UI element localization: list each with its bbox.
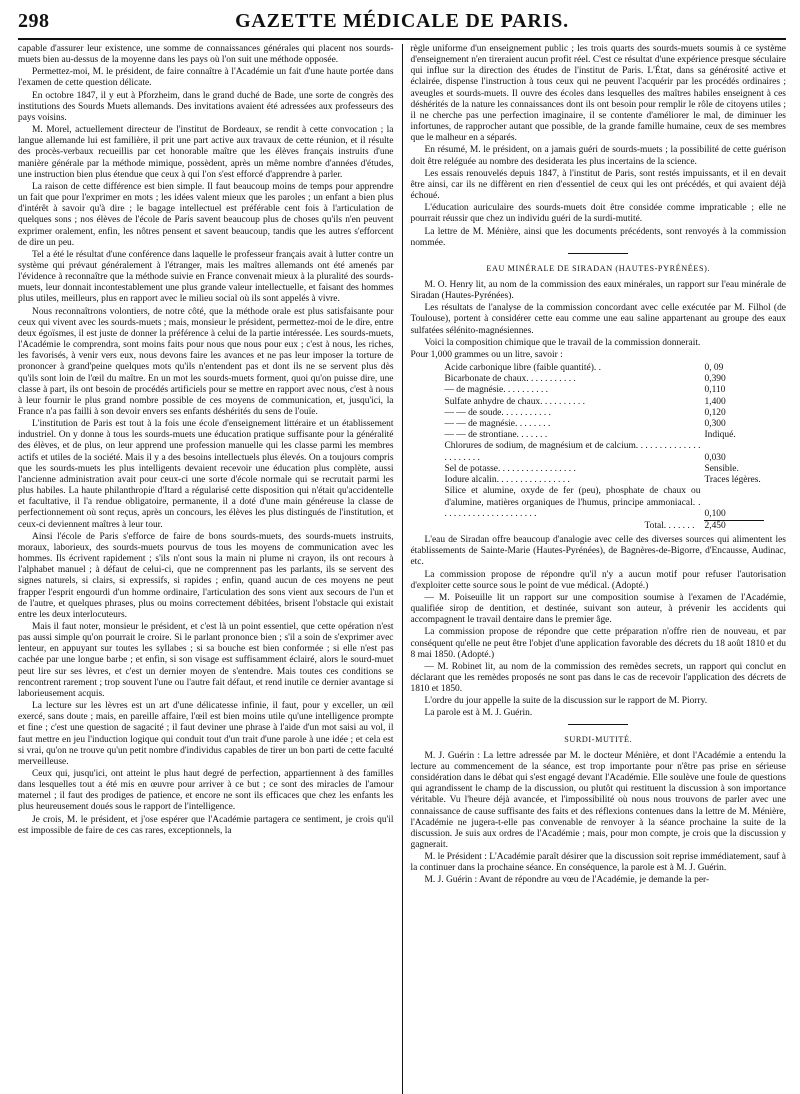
paragraph: L'éducation auriculaire des sourds-muets doit être considée comme impraticable ; elle ne pourrait réussir que chez un individu guéri de la surdi-mutité. — [410, 203, 786, 225]
paragraph: L'institution de Paris est tout à la fois une école d'enseignement littéraire et un établissement industriel. On y donne à tous les sourds-muets une éducation pratique suffisante pour la généralité des élèves, et de plus, on leur apprend une profession manuelle qui les classe parmi les membres actifs et utiles de la société. Mais il y a des besoins intellectuels plus élevés. On a toujours compris que les sourds-muets les plus intelligents devaient recevoir une éducation plus complète, aussi l'ancienne administration avait pour ceux-ci une sorte d'école normale qui se recrutait parmi les plus habiles. La haute philanthropie d'Itard a régularisé cette disposition qui n'était qu'accidentelle et facultative, il l'a rendue obligatoire, permanente, il a doté d'une main généreuse la classe de perfectionnement où sont reçus, après un concours, les élèves les plus distingués de l'institution, et ceux-ci deviennent maîtres à leur tour. — [18, 419, 394, 530]
composition-value: 0,300 — [704, 419, 726, 430]
composition-value: 0,100 — [704, 508, 726, 519]
header-rule — [18, 38, 786, 40]
composition-label: Acide carbonique libre (faible quantité). . — [444, 363, 601, 374]
composition-value: 0,390 — [704, 374, 726, 385]
composition-label: Iodure alcalin. . . . . . . . . . . . . . . . — [444, 475, 570, 486]
section-separator — [568, 253, 628, 254]
paragraph: En octobre 1847, il y eut à Pforzheim, dans le grand duché de Bade, une sorte de congrès des institutions des Sourds Muets allemands. Des invitations avaient été adressées aux professeurs des pays voisins. — [18, 90, 394, 123]
paragraph: Mais il faut noter, monsieur le président, et c'est là un point essentiel, que cette opération n'est pas aussi simple qu'on pourrait le croire. Si le parlant prononce bien ; s'il a soin de s'exprimer avec lenteur, en appuyant sur toutes les syllabes ; si sa bouche est bien conformée ; si elle n'est pas cachée par une longue barbe ; et enfin, si son visage est suffisamment éclairé, alors le sourd-muet peut lire sur ses lèvres, et c'est un dernier moyen de s'entendre. Mais toutes ces conditions se rencontrent rarement ; trop souvent l'une ou l'autre fait défaut, et rend inutile ce dernier avantage si laborieusement acquis. — [18, 621, 394, 699]
paragraph: Tel a été le résultat d'une conférence dans laquelle le professeur français avait à lutter contre un système qui prévaut généralement à l'étranger, mais les maîtres allemands ont été amenés par l'évidence à reconnaître que la méthode suivie en France convenait mieux à la pluralité des sourds-muets, leur donnait incontestablement une plus grande valeur intellectuelle, et faisant des hommes plus utiles, meilleurs, plus en rapport avec le milieu social où ils sont appelés à vivre. — [18, 249, 394, 305]
composition-total-row — [444, 520, 764, 532]
total-value — [700, 520, 764, 532]
composition-value: 1,400 — [704, 396, 726, 407]
text-columns — [18, 44, 786, 1094]
paragraph: Les résultats de l'analyse de la commission concordant avec celle exécutée par M. Filhol (de Toulouse), portent à considérer cette eau comme une eau saline appartenant au groupe des eaux sulfatées sélénito-magnésiennes. — [410, 303, 786, 336]
composition-row — [444, 441, 764, 463]
paragraph: La raison de cette différence est bien simple. Il faut beaucoup moins de temps pour apprendre un fait que pour l'exprimer en mots ; les idées valent mieux que les paroles ; un enfant a bien plus d'intérêt à savoir qu'à dire ; le bagage intellectuel est préférable cent fois à l'articulation de quelques sons ; nos élèves de l'école de Paris savent beaucoup plus de choses qu'ils n'en peuvent exprimer oralement, enfin, les nôtres pensent et savent beaucoup, tandis que les autres s'efforcent de dire un peu. — [18, 181, 394, 248]
composition-row — [444, 408, 764, 419]
paragraph: Pour 1,000 grammes ou un litre, savoir : — [410, 349, 563, 360]
composition-row — [444, 397, 764, 408]
paragraph: L'eau de Siradan offre beaucoup d'analogie avec celle des diverses sources qui alimentent les établissements de Sainte-Marie (Hautes-Pyrénées), de Bagnères-de-Bigorre, d'Encausse, Audinac, etc. — [410, 535, 786, 568]
paragraph: Nous reconnaîtrons volontiers, de notre côté, que la méthode orale est plus satisfaisante pour ceux qui vivent avec les sourds-muets ; mais, monsieur le président, permettez-moi de le dire, entre deux égoïsmes, il est juste de donner la préférence à celui de la partie intéressée. Les sourds-muets, l'Académie le comprendra, sont moins faits pour nous que nous pour eux ; c'est à nous, les riches, les favorisés, à venir vers eux, nous devons faire les avances et ne pas leur imposer la torture de prononcer à grand'peine quelques mots qu'ils n'entendent pas et dont ils ne se servent plus dès qu'ils sont loin de l'œil du maître. En un mot les sourds-muets forment, quoi qu'on puisse dire, une classe à part, ils ont besoin de procédés artificiels pour se mettre en rapport avec nous, c'est à nous à leur fournir le plus grand nombre possible de ces moyens de communication, et, jusqu'ici, la France n'a pas failli à son devoir envers ses enfants déshérités du sens de l'ouïe. — [18, 306, 394, 417]
column-divider — [402, 44, 403, 1094]
composition-label: Sel de potasse. . . . . . . . . . . . . . . . . — [444, 463, 576, 474]
composition-label: — — de strontiane. . . . . . . — [444, 430, 548, 441]
composition-label: — — de soude. . . . . . . . . . . — [444, 407, 551, 418]
paragraph: Ainsi l'école de Paris s'efforce de faire de bons sourds-muets, des sourds-muets instruits, moraux, laborieux, des sourds-muets pourvus de tous les moyens de communication avec les hommes. Ils écrivent rapidement ; s'ils n'ont sous la main ni plume ni crayon, ils ont recours à l'alphabet manuel ; à défaut de celui-ci, que ne comprennent pas les parlants, ils se servent des signes naturels, si clairs, si expressifs, si rapides ; enfin, quand aucun de ces moyens ne peut frapper l'esprit engourdi d'un homme ordinaire, l'articulation des sons vient aux secours de l'un et de l'autre, et quelques phrases, plus ou moins correctement débitées, brisent l'obstacle qui existait entre les deux interlocuteurs. — [18, 531, 394, 620]
paragraph: La lecture sur les lèvres est un art d'une délicatesse infinie, il faut, pour y exceller, un œil exercé, sans doute ; mais, en pareille affaire, l'œil est bien moins utile qu'une intelligence prompte et fine ; c'est une question de sagacité ; il faut deviner une phrase à l'aide d'un mot saisi au vol, il faut mettre en jeu l'induction logique qui conduit tout d'un trait d'une parole à une idée ; et cela est si vrai, qu'on ne trouve qu'un petit nombre d'individus capables de tirer un bon parti de cette faculté merveilleuse. — [18, 701, 394, 767]
paragraph: règle uniforme d'un enseignement public ; les trois quarts des sourds-muets soumis à ce système d'enseignement n'en tireraient aucun profit réel. C'est ce résultat d'une expérience presque séculaire qui influe sur la direction des études de l'institut de Paris. L'État, dans sa générosité active et éclairée, dispense l'instruction à tous ceux qui ne peuvent l'acquérir par les procédés ordinaires ; aveugles et sourds-muets. Il ouvre des écoles dans lesquelles des maîtres habiles enseignent à ces déshérités de la nature les connaissances dont ils ont besoin pour remplir le rôle de citoyens utiles ; il ne cherche pas une perfection imaginaire, il se contente d'améliorer le mal, de diminuer les infortunes, de rapprocher autant que possible, de la grande famille humaine, ceux de ses membres que le malheur en a séparés. — [410, 44, 786, 144]
section-title-siradan: EAU MINÉRALE DE SIRADAN (HAUTES-PYRÉNÉES). — [486, 263, 711, 273]
paragraph: Les essais renouvelés depuis 1847, à l'institut de Paris, sont restés impuissants, et il en devait être ainsi, car ils ne diffèrent en rien d'essentiel de ceux qui les ont précédés, et qui avaient déjà échoué. — [410, 168, 786, 202]
paragraph: M. J. Guérin : Avant de répondre au vœu de l'Académie, je demande la per- — [424, 875, 710, 886]
composition-label: Sulfate anhydre de chaux. . . . . . . . . . — [444, 396, 585, 407]
paragraph: M. le Président : L'Académie paraît désirer que la discussion soit reprise immédiatement, sauf à la continuer dans la prochaine séance. En conséquence, la parole est à M. J. Guérin. — [410, 852, 786, 874]
paragraph: La parole est à M. J. Guérin. — [424, 708, 533, 719]
paragraph: La commission propose de répondre que cette préparation n'offre rien de nouveau, et par conséquent qu'elle ne peut être l'objet d'une application favorable des décrets du 18 août 1810 et du 8 mai 1850. (Adopté.) — [410, 627, 786, 660]
composition-row — [444, 486, 764, 520]
composition-value: 0,110 — [704, 385, 726, 396]
composition-label: — — de magnésie. . . . . . . . — [444, 419, 551, 430]
paragraph: La lettre de M. Ménière, ainsi que les documents précédents, sont renvoyés à la commission nommée. — [410, 226, 786, 248]
composition-value: Sensible. — [704, 463, 739, 474]
composition-label: Chlorures de sodium, de magnésium et de calcium. . . . . . . . . . . . . . . . . . . . . . — [444, 441, 701, 463]
paragraph: capable d'assurer leur existence, une somme de connaissances générales qui placent nos sourds-muets bien au-dessus de la moyenne dans les pays où l'on suit une méthode opposée. — [18, 44, 394, 66]
paragraph: La commission propose de répondre qu'il n'y a aucun motif pour refuser l'autorisation d'exploiter cette source sous le point de vue médical. (Adopté.) — [410, 569, 786, 591]
paragraph: Ceux qui, jusqu'ici, ont atteint le plus haut degré de perfection, appartiennent à des familles dans lesquelles tout a été mis en œuvre pour arriver à ce but ; ce sont des miracles de l'amour maternel ; il faut des prodiges de patience, et encore ne sont ils efficaces que chez les enfants les plus heureusement doués sous le rapport de l'intelligence. — [18, 769, 394, 813]
paragraph: M. Morel, actuellement directeur de l'institut de Bordeaux, se rendit à cette convocation ; la langue allemande lui est familière, il prit une part active aux travaux de cette réunion, et il résulte des procès-verbaux recueillis par cet honorable maître que les élèves français instruits d'une manière générale par la méthode mimique, possèdent, après un même nombre d'années d'études, une instruction bien plus étendue que ceux à qui l'on s'est efforcé d'apprendre à parler. — [18, 125, 394, 180]
total-label: Total. . . . . . . — [644, 520, 695, 531]
composition-table — [444, 363, 764, 532]
journal-title: GAZETTE MÉDICALE DE PARIS. — [235, 10, 569, 32]
paragraph: Voici la composition chimique que le travail de la commission donnerait. — [424, 337, 701, 348]
paragraph: — M. Robinet lit, au nom de la commission des remèdes secrets, un rapport qui conclut en déclarant que les remèdes proposés ne sont pas dans le cas de recevoir l'application des décrets de 1810 et 1850. — [410, 661, 786, 695]
paragraph: En résumé, M. le président, on a jamais guéri de sourds-muets ; la possibilité de cette guérison doit être reléguée au nombre des desiderata les plus incertains de la science. — [410, 145, 786, 167]
composition-row — [444, 464, 764, 475]
composition-value: 0,030 — [704, 452, 726, 463]
composition-row — [444, 363, 764, 374]
total-value-text: 2,450 — [704, 520, 726, 531]
paragraph: M. O. Henry lit, au nom de la commission des eaux minérales, un rapport sur l'eau minérale de Siradan (Hautes-Pyrénées). — [410, 279, 786, 302]
paragraph: — M. Poiseuille lit un rapport sur une composition soumise à l'examen de l'Académie, qualifiée sirop de dentition, et destinée, suivant son auteur, à prévenir les accidents qui accompagnent le travail dentaire dans le premier âge. — [410, 592, 786, 626]
composition-value: 0,120 — [704, 407, 726, 418]
composition-row — [444, 475, 764, 486]
left-column — [18, 44, 394, 1094]
section-title-surdi-mutite: SURDI-MUTITÉ. — [564, 734, 633, 744]
composition-label: — de magnésie. . . . . . . . . . — [444, 385, 549, 396]
composition-value: Indiqué. — [704, 430, 736, 441]
paragraph: Permettez-moi, M. le président, de faire connaître à l'Académie un fait d'une haute portée dans l'examen de cette question délicate. — [18, 67, 394, 89]
page-number: 298 — [18, 10, 50, 32]
composition-row — [444, 430, 764, 441]
composition-row — [444, 374, 764, 385]
composition-row — [444, 419, 764, 430]
section-separator — [568, 724, 628, 725]
paragraph: L'ordre du jour appelle la suite de la discussion sur le rapport de M. Piorry. — [424, 696, 708, 707]
composition-label: Silice et alumine, oxyde de fer (peu), phosphate de chaux ou d'alumine, matières organiques de l'humus, principe ammoniacal. . . . . . . . . . . . . . . . . . . . . . — [444, 486, 701, 519]
composition-label: Bicarbonate de chaux. . . . . . . . . . . — [444, 374, 576, 385]
composition-table-body — [444, 363, 764, 520]
page-header — [18, 10, 786, 36]
composition-value: 0, 09 — [704, 363, 724, 374]
right-column — [410, 44, 786, 1094]
composition-row — [444, 385, 764, 396]
paragraph: M. J. Guérin : La lettre adressée par M. le docteur Ménière, et dont l'Académie a entendu la lecture au commencement de la séance, est trop importante pour n'être pas prise en sérieuse considération dans le débat qui s'est engagé devant l'Académie. Elle soulève une foule de questions qui agrandissent le champ de la discussion, ou plutôt qui restituent la discussion à son importance véritable. Vu l'heure déjà avancée, et l'impossibilité où nous nous trouvons de parler avec une connaissance de cause suffisante des faits et des réflexions contenues dans la lettre de M. Ménière, l'Académie ne jugera-t-elle pas convenable de renvoyer à la séance prochaine la suite de la discussion. Je suis aux ordres de l'Académie ; mais, pour mon compte, je crois que la discussion y gagnerait. — [410, 750, 786, 851]
paragraph: Je crois, M. le président, et j'ose espérer que l'Académie partagera ce sentiment, je crois qu'il est impossible de faire de ces cas rares, exceptionnels, la — [18, 814, 394, 836]
composition-value: Traces légères. — [704, 475, 761, 486]
